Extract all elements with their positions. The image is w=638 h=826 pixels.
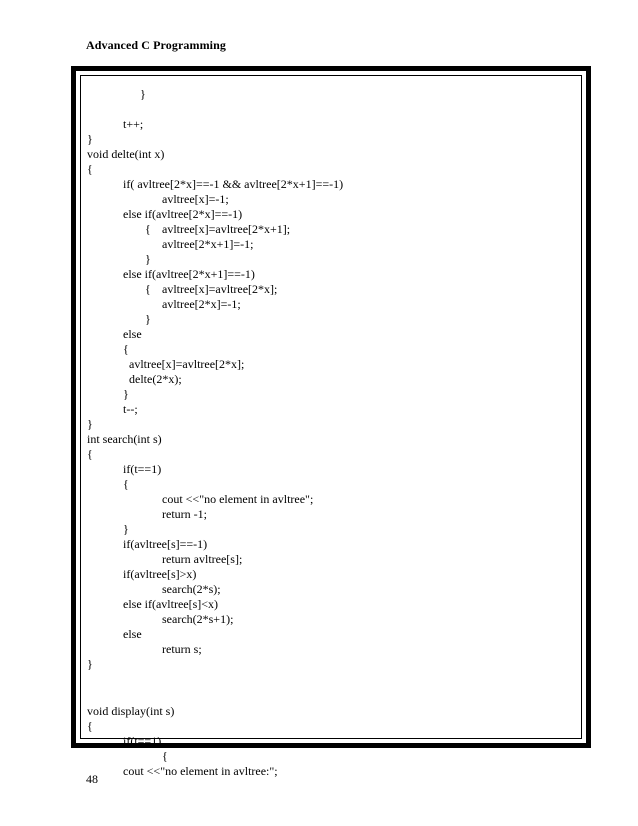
code-line: { [145, 282, 151, 296]
code-line: avltree[x]=avltree[2*x+1]; [162, 222, 291, 236]
code-line: } [87, 657, 93, 671]
code-line: delte(2*x); [129, 372, 182, 386]
code-line: if( avltree[2*x]==-1 && avltree[2*x+1]==-1) [123, 177, 344, 191]
code-line: } [145, 252, 151, 266]
code-line: { [87, 447, 93, 461]
code-line: avltree[x]=avltree[2*x]; [162, 282, 278, 296]
code-line: } [145, 312, 151, 326]
code-line: return -1; [162, 507, 207, 521]
code-line: if(avltree[s]==-1) [123, 537, 208, 551]
code-line: } [87, 132, 93, 146]
code-line: cout <<"no element in avltree"; [162, 492, 314, 506]
code-line: search(2*s+1); [162, 612, 234, 626]
code-line: } [123, 522, 129, 536]
code-line: else if(avltree[2*x+1]==-1) [123, 267, 255, 281]
code-line: else [123, 327, 142, 341]
code-line: else if(avltree[s]<x) [123, 597, 219, 611]
code-line: void delte(int x) [87, 147, 165, 161]
code-line: search(2*s); [162, 582, 221, 596]
code-line: return avltree[s]; [162, 552, 243, 566]
code-line: } [140, 87, 146, 101]
code-line: { [87, 162, 93, 176]
code-line: return s; [162, 642, 202, 656]
code-line: else [123, 627, 142, 641]
code-block [76, 71, 586, 778]
code-line: int search(int s) [87, 432, 162, 446]
code-line: { [87, 719, 93, 733]
code-line: if(t==1) [123, 462, 162, 476]
code-line: void display(int s) [87, 704, 175, 718]
code-line: { [123, 342, 129, 356]
code-line: } [123, 387, 129, 401]
code-line: { [145, 222, 151, 236]
code-line: cout <<"no element in avltree:"; [123, 764, 278, 778]
code-line: t--; [123, 402, 138, 416]
code-line: avltree[2*x]=-1; [162, 297, 241, 311]
code-line: } [87, 417, 93, 431]
code-line: if(avltree[s]>x) [123, 567, 197, 581]
code-line: { [123, 477, 129, 491]
page-header-title: Advanced C Programming [86, 38, 226, 52]
code-line: avltree[x]=avltree[2*x]; [129, 357, 245, 371]
code-line: if(t==1) [123, 734, 162, 748]
page-number: 48 [86, 772, 98, 786]
code-line: avltree[2*x+1]=-1; [162, 237, 254, 251]
code-line: avltree[x]=-1; [162, 192, 229, 206]
code-line: else if(avltree[2*x]==-1) [123, 207, 243, 221]
code-line: { [162, 749, 168, 763]
code-frame [71, 66, 591, 778]
code-line: t++; [123, 117, 144, 131]
